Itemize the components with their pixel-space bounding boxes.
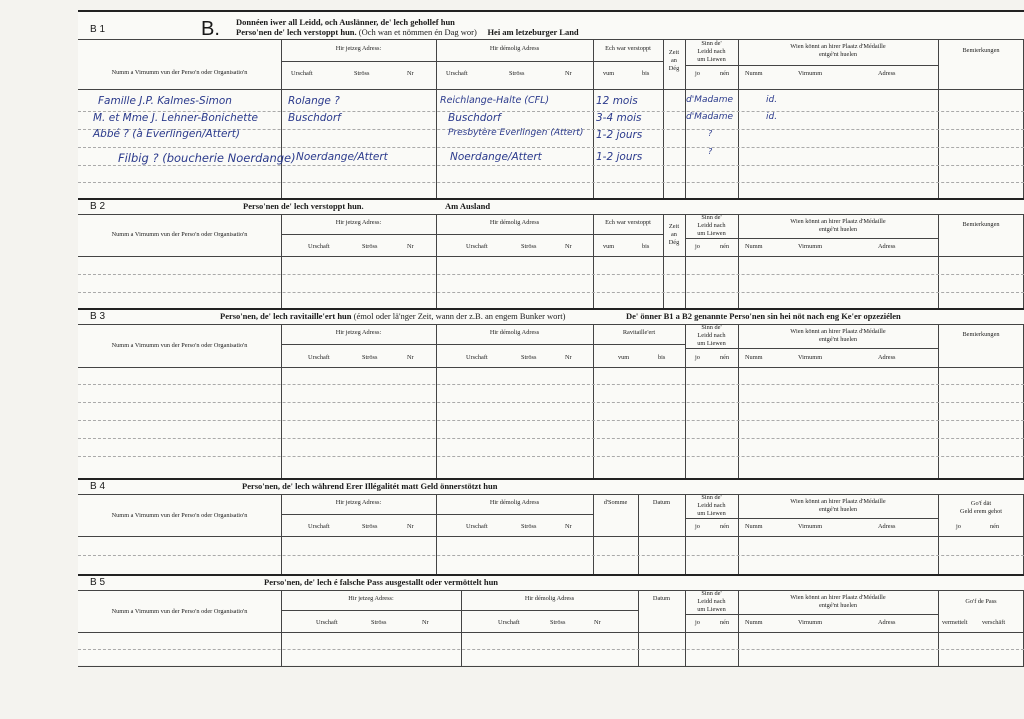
b4-sub-jo-2: jo xyxy=(956,523,961,530)
b5-col-addr-now: Hir jetzeg Adress: xyxy=(348,595,394,602)
b5-sub-stross: Ströss xyxy=(371,619,387,626)
hw-row3-name: Abbé ? (à Everlingen/Attert) xyxy=(93,128,240,140)
sub-stross-2: Ströss xyxy=(509,70,525,77)
table-b3 xyxy=(78,324,1024,480)
b2-sub-adress: Adress xyxy=(878,243,896,250)
b2-col-medal: Wien könnt an hirer Plaatz d'Médaille xyxy=(790,218,886,225)
col-verstoppt-header: Ech war verstoppt xyxy=(605,45,651,52)
b2-col-zeit-deg: Dég xyxy=(668,239,680,246)
b3-col-addr-then: Hir démolig Adress xyxy=(489,329,540,336)
b5-sub-nr: Nr xyxy=(422,619,429,626)
b4-sub-urschaft: Urschaft xyxy=(308,523,330,530)
b3-col-medal-2: entgé'nt huelen xyxy=(818,336,858,343)
b5-sub-jo: jo xyxy=(695,619,700,626)
section-b2 xyxy=(78,198,1024,310)
b4-sub-adress: Adress xyxy=(878,523,896,530)
sub-numm: Numm xyxy=(745,70,763,77)
b3-sub-jo: jo xyxy=(695,354,700,361)
section-b3 xyxy=(78,308,1024,480)
hw-row2-time: 3-4 mois xyxy=(596,112,642,124)
b5-sub-nr-2: Nr xyxy=(594,619,601,626)
b4-sub-nr-2: Nr xyxy=(565,523,572,530)
b2-sub-urschaft-2: Urschaft xyxy=(466,243,488,250)
b5-sub-verschaft: verschäft xyxy=(982,619,1006,626)
col-name-header: Numm a Virnumm vun der Perso'n oder Organisatio'n xyxy=(111,69,248,76)
hw-row1-name: Famille J.P. Kalmes-Simon xyxy=(98,95,232,107)
b3-sub-numm: Numm xyxy=(745,354,763,361)
b3-title-main: Perso'nen, de' lech ravitaille'ert hun xyxy=(220,311,352,321)
b3-sub-stross-2: Ströss xyxy=(521,354,537,361)
heading-line1: Donnéen iwer all Leidd, och Auslänner, de' lech gehollef hun xyxy=(236,17,455,27)
b3-col-medal: Wien könnt an hirer Plaatz d'Médaille xyxy=(790,328,886,335)
sub-bis: bis xyxy=(642,70,650,77)
col-zeit: Zeit xyxy=(668,49,680,56)
b5-sub-virnumm: Virnumm xyxy=(798,619,823,626)
section-code-b1: B 1 xyxy=(90,24,106,35)
table-b1 xyxy=(78,39,1024,199)
b2-col-verstoppt: Ech war verstoppt xyxy=(605,219,651,226)
section-code-b4: B 4 xyxy=(90,481,106,492)
section-b1-heading xyxy=(236,18,579,38)
b5-col-leidd: Leidd nach xyxy=(697,598,726,605)
b4-col-medal: Wien könnt an hirer Plaatz d'Médaille xyxy=(790,498,886,505)
b5-sub-adress: Adress xyxy=(878,619,896,626)
b5-col-liewen: um Liewen xyxy=(697,606,726,613)
table-b2 xyxy=(78,214,1024,309)
section-code-b5: B 5 xyxy=(90,577,106,588)
b4-col-gold: Go'f dät xyxy=(970,500,992,507)
b2-sub-vum: vum xyxy=(603,243,615,250)
b4-col-sinn: Sinn de' xyxy=(701,494,722,501)
hw-row1-old: Reichlange-Halte (CFL) xyxy=(440,95,550,106)
b4-col-liewen: um Liewen xyxy=(697,510,726,517)
hw-row4-town: Noerdange/Attert xyxy=(296,151,388,163)
b5-sub-urschaft-2: Urschaft xyxy=(498,619,520,626)
section-b1 xyxy=(78,10,1024,200)
b3-col-ravitaille: Ravitaille'ert xyxy=(622,329,656,336)
hw-row4-old: Noerdange/Attert xyxy=(450,151,542,163)
hw-row1-time: 12 mois xyxy=(596,95,638,107)
sub-stross: Ströss xyxy=(354,70,370,77)
sub-vum: vum xyxy=(603,70,615,77)
b2-sub-stross-2: Ströss xyxy=(521,243,537,250)
col-medal-header: Wien könnt an hirer Plaatz d'Médaille xyxy=(790,43,886,50)
section-code-b2: B 2 xyxy=(90,201,106,212)
b4-sub-numm: Numm xyxy=(745,523,763,530)
b3-sub-nr: Nr xyxy=(407,354,414,361)
b3-sub-bis: bis xyxy=(658,354,666,361)
b4-sub-nen-2: nén xyxy=(990,523,1000,530)
b3-sub-urschaft: Urschaft xyxy=(308,354,330,361)
b2-col-addr-now: Hir jetzeg Adress: xyxy=(335,219,382,226)
b4-sub-stross-2: Ströss xyxy=(521,523,537,530)
sub-nr-2: Nr xyxy=(565,70,572,77)
b2-col-name: Numm a Virnumm vun der Perso'n oder Organisatio'n xyxy=(111,231,248,238)
col-medal-header-2: entgé'nt huelen xyxy=(818,51,858,58)
b2-col-liewen: um Liewen xyxy=(697,230,726,237)
b2-col-leidd: Leidd nach xyxy=(697,222,726,229)
b4-col-name: Numm a Virnumm vun der Perso'n oder Organisatio'n xyxy=(111,512,248,519)
section-b2-title-right: Am Ausland xyxy=(445,201,491,211)
b5-col-medal-2: entgé'nt huelen xyxy=(818,602,858,609)
b4-col-addr-then: Hir démolig Adress xyxy=(489,499,540,506)
b5-col-sinn: Sinn de' xyxy=(701,590,722,597)
hw-row3-old: Presbytère Everlingen (Attert) xyxy=(448,128,584,138)
hw-row3-time: 1-2 jours xyxy=(596,129,643,141)
sub-urschaft: Urschaft xyxy=(291,70,313,77)
b3-col-sinn: Sinn de' xyxy=(701,324,722,331)
hw-row1-town: Rolange ? xyxy=(288,95,340,107)
section-b4-title: Perso'nen, de' lech während Erer Illégalitét matt Geld önnerstötzt hun xyxy=(242,481,498,491)
section-b3-title-right: De' önner B1 a B2 genannte Perso'nen sin hei nöt nach eng Ke'er opzeziélen xyxy=(626,311,901,321)
b2-sub-numm: Numm xyxy=(745,243,763,250)
b2-sub-nr-2: Nr xyxy=(565,243,572,250)
b4-sub-jo: jo xyxy=(695,523,700,530)
b3-sub-virnumm: Virnumm xyxy=(798,354,823,361)
b2-col-zeit-an: an xyxy=(671,231,677,238)
b3-sub-adress: Adress xyxy=(878,354,896,361)
b3-col-leidd: Leidd nach xyxy=(697,332,726,339)
b4-col-geld: Geld erem gehot xyxy=(960,508,1002,515)
heading-line2-right: Hei am letzeburger Land xyxy=(487,26,579,37)
sub-adress: Adress xyxy=(878,70,896,77)
b3-sub-vum: vum xyxy=(618,354,630,361)
b4-sub-nen: nén xyxy=(720,523,730,530)
b5-sub-numm: Numm xyxy=(745,619,763,626)
form-sheet xyxy=(78,10,1024,665)
b4-col-somme: d'Somme xyxy=(603,499,628,506)
col-addr-then-header: Hir démolig Adress xyxy=(489,45,540,52)
b3-title-note: (émol oder lä'nger Zeit, wann der z.B. an engem Bunker wort) xyxy=(353,311,566,321)
b2-col-medal-2: entgé'nt huelen xyxy=(818,226,858,233)
b2-sub-nen: nén xyxy=(720,243,730,250)
b5-col-name: Numm a Virnumm vun der Perso'n oder Organisatio'n xyxy=(111,608,248,615)
b3-sub-nr-2: Nr xyxy=(565,354,572,361)
hw-row2-medal2: id. xyxy=(766,112,778,122)
hw-row1-medal: d'Madame xyxy=(686,95,733,105)
col-remarks-header: Bemierkungen xyxy=(962,47,1000,54)
table-b5 xyxy=(78,590,1024,667)
b3-sub-urschaft-2: Urschaft xyxy=(466,354,488,361)
col-addr-now-header: Hir jetzeg Adress: xyxy=(335,45,382,52)
b4-col-medal-2: entgé'nt huelen xyxy=(818,506,858,513)
b4-sub-urschaft-2: Urschaft xyxy=(466,523,488,530)
b5-sub-stross-2: Ströss xyxy=(550,619,566,626)
b4-sub-stross: Ströss xyxy=(362,523,378,530)
section-b3-title xyxy=(220,311,565,321)
section-code-b3: B 3 xyxy=(90,311,106,322)
b2-sub-nr: Nr xyxy=(407,243,414,250)
b3-col-addr-now: Hir jetzeg Adress: xyxy=(335,329,382,336)
b4-col-leidd: Leidd nach xyxy=(697,502,726,509)
b5-sub-vermettelt: vermettelt xyxy=(942,619,968,626)
b2-sub-jo: jo xyxy=(695,243,700,250)
b2-col-remarks: Bemierkungen xyxy=(962,221,1000,228)
sub-nen: nén xyxy=(720,70,730,77)
col-zeit-deg: Dég xyxy=(668,65,680,72)
b5-sub-urschaft: Urschaft xyxy=(316,619,338,626)
b5-col-addr-then: Hir démolig Adress xyxy=(524,595,575,602)
hw-row2-medal: d'Madame xyxy=(686,112,733,122)
b2-sub-virnumm: Virnumm xyxy=(798,243,823,250)
sub-nr: Nr xyxy=(407,70,414,77)
hw-row4-medal: ? xyxy=(708,147,713,156)
b5-sub-nen: nén xyxy=(720,619,730,626)
section-b4 xyxy=(78,478,1024,576)
b3-sub-nen: nén xyxy=(720,354,730,361)
col-zeit-an: an xyxy=(671,57,677,64)
b3-col-liewen: um Liewen xyxy=(697,340,726,347)
form-letter: B. xyxy=(201,18,220,40)
b5-col-medal: Wien könnt an hirer Plaatz d'Médaille xyxy=(790,594,886,601)
b2-col-addr-then: Hir démolig Adress xyxy=(489,219,540,226)
sub-virnumm: Virnumm xyxy=(798,70,823,77)
section-b2-title: Perso'nen de' lech verstoppt hun. xyxy=(243,201,364,211)
b2-sub-stross: Ströss xyxy=(362,243,378,250)
b3-sub-stross: Ströss xyxy=(362,354,378,361)
b5-col-pass: Go'f de Pass xyxy=(965,598,997,605)
section-b5 xyxy=(78,574,1024,667)
heading-line2-note: (Och wan et nömmen én Dag wor) xyxy=(358,26,477,37)
b2-col-sinn: Sinn de' xyxy=(701,214,722,221)
col-um-liewen: um Liewen xyxy=(697,56,726,63)
b4-col-addr-now: Hir jetzeg Adress: xyxy=(335,499,382,506)
b4-sub-virnumm: Virnumm xyxy=(798,523,823,530)
hw-row4-name: Filbig ? (boucherie Noerdange) xyxy=(118,151,296,165)
hw-row4-time: 1-2 jours xyxy=(596,151,643,163)
b5-col-datum: Datum xyxy=(652,595,671,602)
col-leidd-nach: Leidd nach xyxy=(697,48,726,55)
b3-col-name: Numm a Virnumm vun der Perso'n oder Organisatio'n xyxy=(111,342,248,349)
b4-sub-nr: Nr xyxy=(407,523,414,530)
col-sinn-de: Sinn de' xyxy=(701,40,722,47)
b2-sub-urschaft: Urschaft xyxy=(308,243,330,250)
hw-row1-medal2: id. xyxy=(766,95,778,105)
section-b5-title: Perso'nen, de' lech é falsche Pass ausgestallt oder vermöttelt hun xyxy=(264,577,499,587)
b2-sub-bis: bis xyxy=(642,243,650,250)
sub-jo: jo xyxy=(695,70,700,77)
table-b4 xyxy=(78,494,1024,576)
hw-row2-town: Buschdorf xyxy=(288,112,341,124)
hw-row3-medal: ? xyxy=(708,129,713,138)
hw-row2-old: Buschdorf xyxy=(448,112,501,124)
b2-col-zeit: Zeit xyxy=(668,223,680,230)
sub-urschaft-2: Urschaft xyxy=(446,70,468,77)
hw-row2-name: M. et Mme J. Lehner-Bonichette xyxy=(93,112,258,124)
b3-col-remarks: Bemierkungen xyxy=(962,331,1000,338)
heading-line2: Perso'nen de' lech verstoppt hun. xyxy=(236,26,357,37)
b4-col-datum: Datum xyxy=(652,499,671,506)
